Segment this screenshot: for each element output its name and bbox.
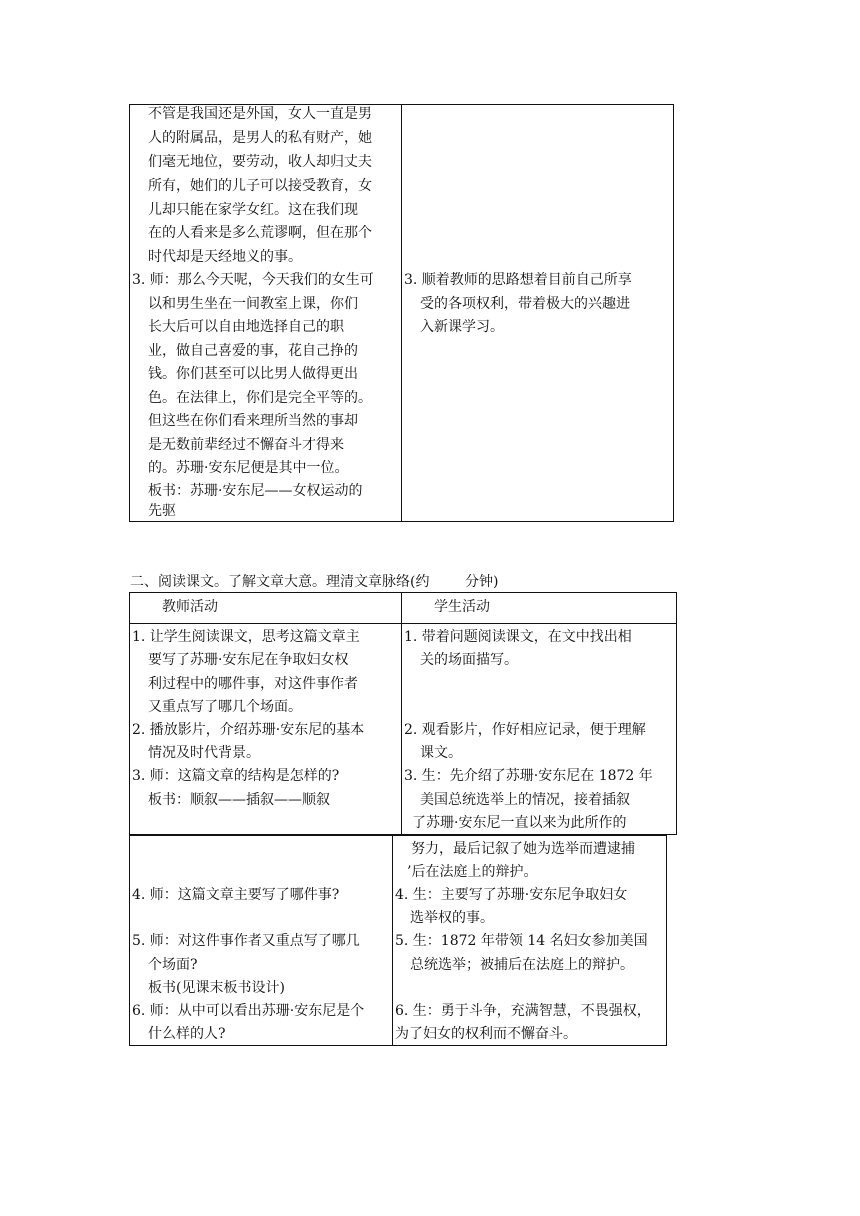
student-text: 1. 带着问题阅读课文，在文中找出相 [404, 629, 632, 645]
teacher-text: 们毫无地位，要劳动，收人却归丈夫 [148, 154, 372, 170]
student-text: 课文。 [420, 745, 462, 761]
student-text: 2. 观看影片，作好相应记录，便于理解 [404, 722, 646, 738]
header-student-activity: 学生活动 [434, 599, 490, 615]
teacher-text: 先驱 [148, 503, 176, 519]
table-2-divider [401, 592, 402, 835]
teacher-text: 不管是我国还是外国，女人一直是男 [148, 106, 372, 122]
teacher-text: 情况及时代背景。 [148, 745, 260, 761]
teacher-text: 板书：顺叙——插叙——顺叙 [148, 792, 330, 808]
teacher-text: 3. 师：这篇文章的结构是怎样的? [132, 768, 340, 784]
teacher-text: 个场面? [148, 957, 198, 973]
teacher-text: 又重点写了哪几个场面。 [148, 699, 302, 715]
student-text: 美国总统选举上的情况，接着插叙 [420, 792, 630, 808]
teacher-text: 业，做自己喜爱的事，花自己挣的 [148, 343, 358, 359]
teacher-text: 所有，她们的儿子可以接受教育，女 [148, 178, 372, 194]
teacher-text: 的。苏珊·安东尼便是其中一位。 [148, 460, 349, 476]
student-text: 为了妇女的权利而不懈奋斗。 [395, 1026, 577, 1042]
teacher-text: 人的附属品，是男人的私有财产，她 [148, 130, 372, 146]
teacher-text: 色。在法律上，你们是完全平等的。 [148, 390, 372, 406]
teacher-text: 钱。你们甚至可以比男人做得更出 [148, 366, 358, 382]
teacher-text: 板书(见课末板书设计) [148, 980, 285, 996]
student-text: 3. 顺着教师的思路想着目前自己所享 [404, 272, 632, 288]
student-text: 努力，最后记叙了她为选举而遭逮捕 [411, 841, 635, 857]
teacher-text: 以和男生坐在一间教室上课，你们 [148, 296, 358, 312]
student-text: 了苏珊·安东尼一直以来为此所作的 [412, 815, 627, 831]
teacher-text: 6. 师：从中可以看出苏珊·安东尼是个 [132, 1003, 365, 1019]
student-text: 选举权的事。 [410, 910, 494, 926]
student-text: 4. 生：主要写了苏珊·安东尼争取妇女 [395, 887, 628, 903]
table-2-header-divider [129, 623, 677, 624]
teacher-text: 什么样的人? [148, 1026, 226, 1042]
student-text: ’后在法庭上的辩护。 [407, 864, 538, 880]
teacher-text: 1. 让学生阅读课文，思考这篇文章主 [132, 629, 360, 645]
student-text: 5. 生：1872 年带领 14 名妇女参加美国 [395, 933, 648, 949]
teacher-text: 4. 师：这篇文章主要写了哪件事? [132, 887, 340, 903]
student-text: 3. 生：先介绍了苏珊·安东尼在 1872 年 [404, 768, 653, 784]
teacher-text: 要写了苏珊·安东尼在争取妇女权 [148, 652, 349, 668]
teacher-text: 板书：苏珊·安东尼——女权运动的 [148, 483, 363, 499]
teacher-text: 利过程中的哪件事，对这件事作者 [148, 676, 358, 692]
teacher-text: 长大后可以自由地选择自己的职 [148, 319, 344, 335]
teacher-text: 但这些在你们看来理所当然的事却 [148, 413, 358, 429]
student-text: 6. 生：勇于斗争，充满智慧，不畏强权， [395, 1003, 651, 1019]
section-heading: 二、阅读课文。了解文章大意。理清文章脉络(约 分钟) [130, 574, 499, 590]
student-text: 受的各项权利，带着极大的兴趣进 [420, 296, 630, 312]
teacher-text: 2. 播放影片，介绍苏珊·安东尼的基本 [132, 722, 365, 738]
teacher-text: 3. 师：那么今天呢，今天我们的女生可 [132, 272, 374, 288]
teacher-text: 在的人看来是多么荒谬啊，但在那个 [148, 225, 372, 241]
teacher-text: 5. 师：对这件事作者又重点写了哪几 [132, 933, 360, 949]
student-text: 关的场面描写。 [420, 652, 518, 668]
header-teacher-activity: 教师活动 [162, 599, 218, 615]
student-text: 入新课学习。 [420, 319, 504, 335]
table-1-divider [401, 104, 402, 522]
table-3-divider [392, 835, 393, 1046]
teacher-text: 儿却只能在家学女红。这在我们现 [148, 202, 358, 218]
teacher-text: 时代却是天经地义的事。 [148, 249, 302, 265]
student-text: 总统选举；被捕后在法庭上的辩护。 [410, 957, 634, 973]
teacher-text: 是无数前辈经过不懈奋斗才得来 [148, 437, 344, 453]
